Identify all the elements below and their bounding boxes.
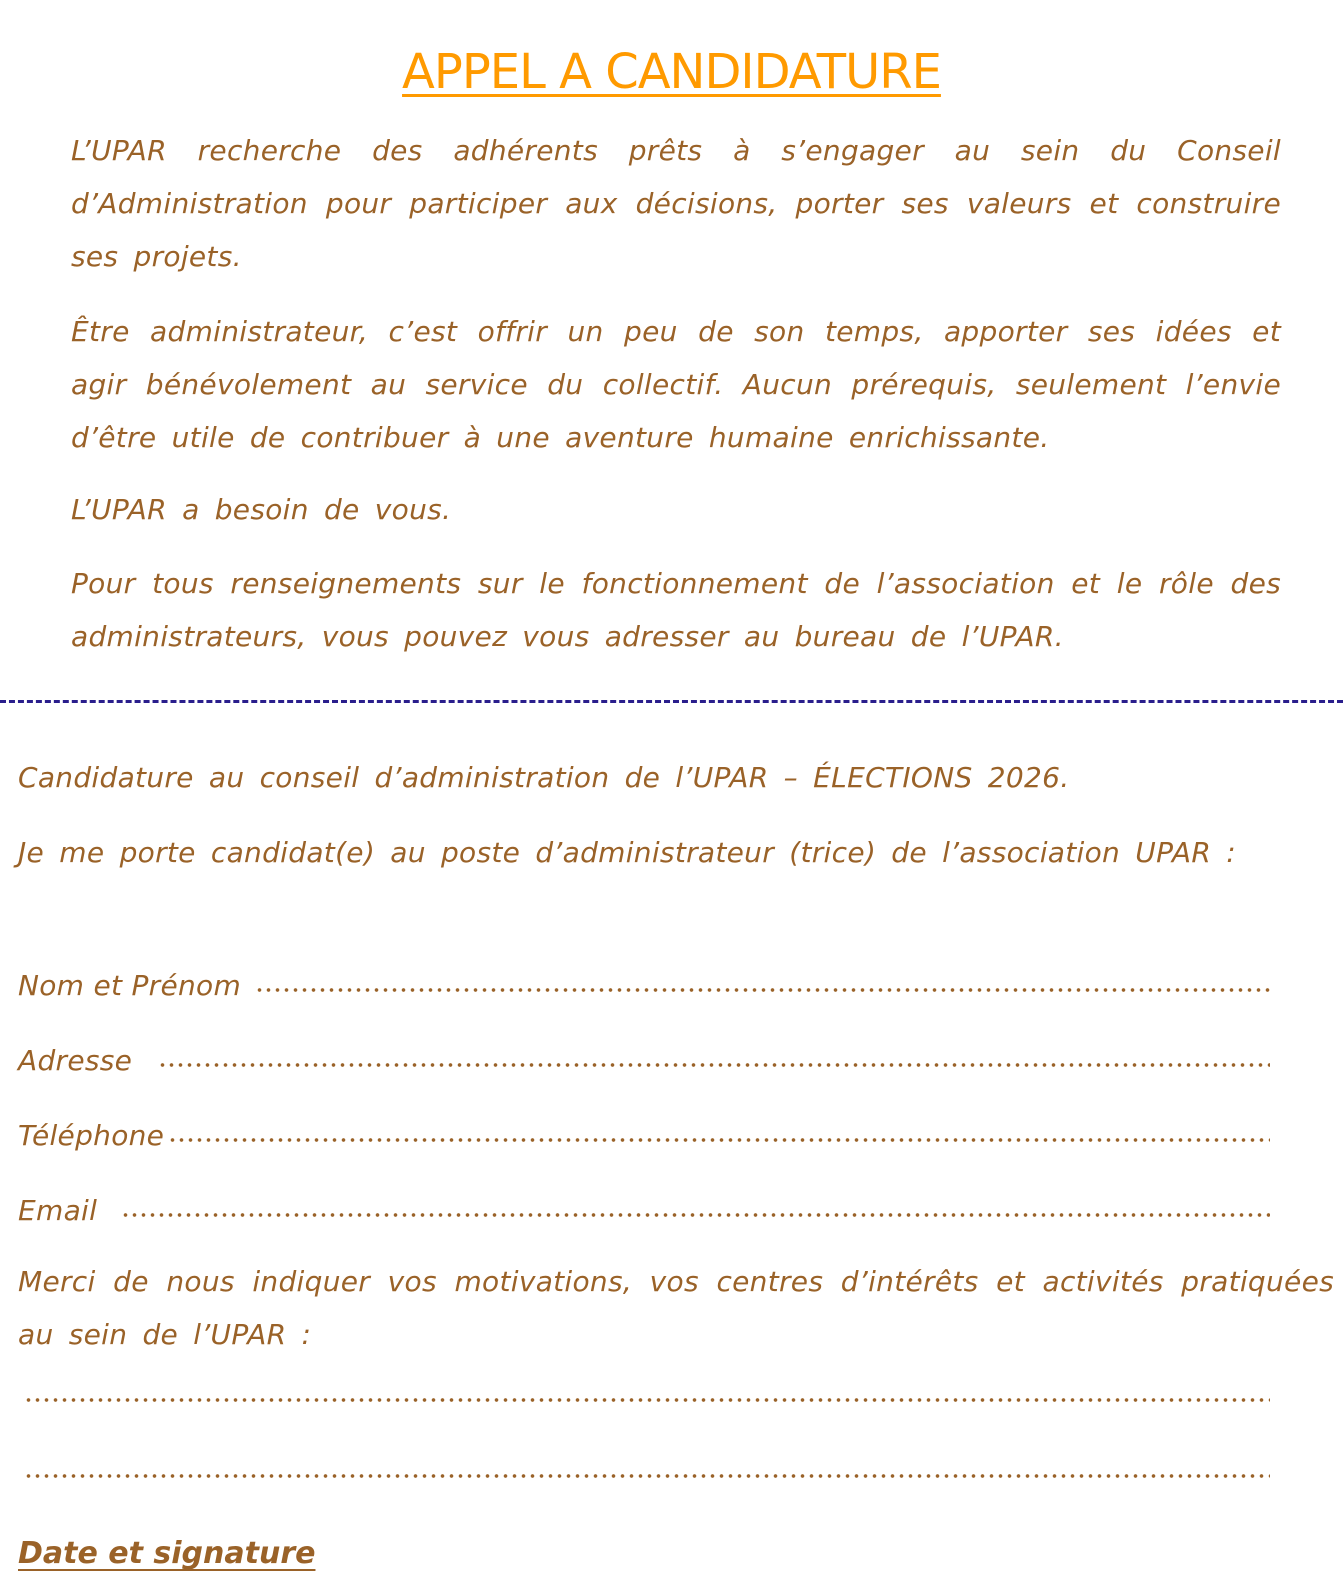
intro-paragraph-text: L’UPAR a besoin de vous.	[71, 493, 452, 526]
intro-paragraph-text: Être administrateur, c’est offrir un peu de son temps, apporter ses idées et agir bénévolement au service du collectif. Aucun prérequis, seulement l’envie d’être utile de contribuer à une aventure humaine enrichissante.	[71, 315, 1281, 454]
intro-paragraph-text: Pour tous renseignements sur le fonctionnement de l’association et le rôle des administrateurs, vous pouvez vous adresser au bureau de l’UPAR.	[71, 567, 1281, 653]
intro-paragraph-need	[71, 483, 1281, 536]
email-field-dotted-line[interactable]	[121, 1211, 1270, 1219]
email-field[interactable]	[18, 1185, 1270, 1235]
phone-field[interactable]	[18, 1110, 1270, 1160]
intro-paragraph-contact	[71, 557, 1281, 663]
intro-paragraph-role	[71, 305, 1281, 464]
address-field[interactable]	[18, 1035, 1270, 1085]
cut-line-separator	[0, 700, 1343, 703]
phone-field-dotted-line[interactable]	[168, 1136, 1270, 1144]
address-field-label: Adresse	[18, 1043, 133, 1077]
signature-label: Date et signature	[18, 1536, 316, 1571]
intro-paragraph-text: L’UPAR recherche des adhérents prêts à s’engager au sein du Conseil d’Administration pour participer aux décisions, porter ses valeurs et construire ses projets.	[71, 134, 1281, 273]
name-field-label: Nom et Prénom	[18, 968, 242, 1002]
name-field-dotted-line[interactable]	[255, 986, 1270, 994]
motivation-dotted-line-2[interactable]	[24, 1472, 1270, 1480]
page-title: APPEL A CANDIDATURE	[402, 44, 941, 100]
name-field[interactable]	[18, 960, 1270, 1010]
email-field-label: Email	[18, 1193, 98, 1227]
address-field-dotted-line[interactable]	[158, 1061, 1270, 1069]
motivation-dotted-line-1[interactable]	[24, 1396, 1270, 1404]
election-heading: Candidature au conseil d’administration de l’UPAR – ÉLECTIONS 2026.	[18, 761, 1070, 794]
phone-field-label: Téléphone	[18, 1118, 165, 1152]
intro-paragraph-recruitment	[71, 124, 1281, 283]
candidate-statement: Je me porte candidat(e) au poste d’administrateur (trice) de l’association UPAR :	[18, 836, 1237, 869]
motivation-prompt: Merci de nous indiquer vos motivations, vos centres d’intérêts et activités pratiquées au sein de l’UPAR :	[18, 1265, 1334, 1351]
